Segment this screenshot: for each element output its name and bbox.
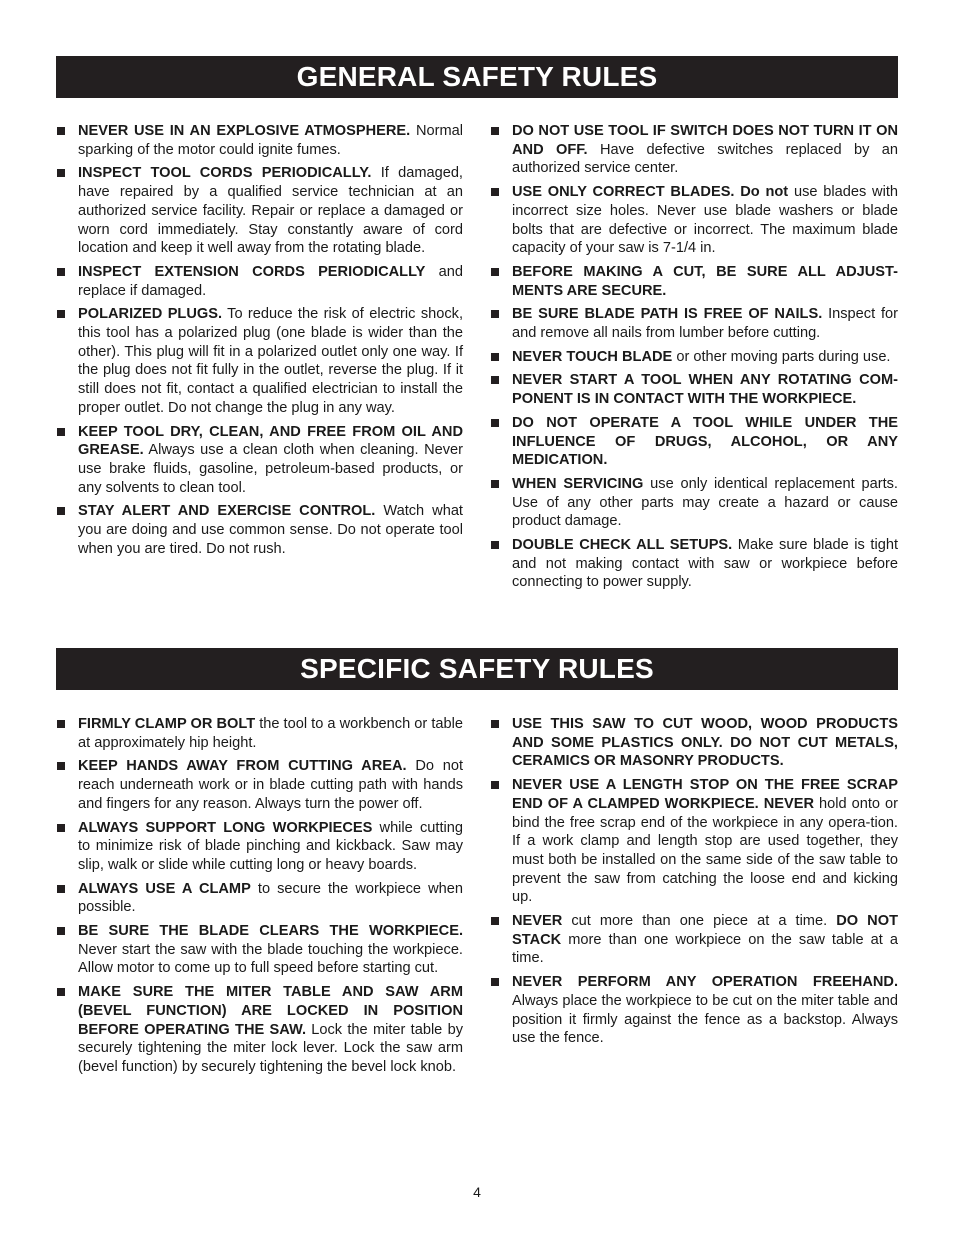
rule-text: Never start the saw with the blade touching the workpiece. Allow motor to come up to full speed before starting cut.: [78, 941, 463, 977]
square-bullet-icon: [57, 428, 65, 436]
rule-lead: NEVER: [512, 913, 563, 930]
rule-item: [490, 912, 898, 968]
square-bullet-icon: [491, 978, 499, 986]
rule-lead: USE THIS SAW TO CUT WOOD, WOOD PRODUCTS AND SOME PLASTICS ONLY. DO NOT CUT METALS, CERAMICS OR MASONRY PRODUCTS.: [512, 716, 898, 770]
square-bullet-icon: [491, 376, 499, 384]
rule-item: [490, 973, 898, 1048]
general-rules-right-column: [490, 122, 898, 597]
rule-text: Always place the workpiece to be cut on the miter table and position it firmly against the fence as a backstop. Always use the fence.: [512, 992, 898, 1047]
rule-item: [56, 715, 463, 752]
section-title: SPECIFIC SAFETY RULES: [300, 653, 654, 684]
rule-item: [490, 305, 898, 342]
rule-lead: DO NOT USE TOOL IF SWITCH DOES NOT TURN IT ON AND OFF.: [512, 123, 898, 158]
rule-text: Lock the miter table by securely tightening the miter lock lever. Lock the saw arm (bevel function) by securely tightening the bevel lock knob.: [78, 1021, 463, 1075]
rule-item: [56, 502, 463, 558]
rule-lead: ALWAYS USE A CLAMP: [78, 880, 251, 897]
rule-text: or other moving parts during use.: [672, 348, 891, 365]
rule-lead: FIRMLY CLAMP OR BOLT: [78, 716, 256, 732]
rule-lead: DOUBLE CHECK ALL SETUPS.: [512, 537, 733, 554]
rule-lead: NEVER PERFORM ANY OPERATION FREEHAND.: [512, 974, 898, 991]
rule-text: hold onto or bind the free scrap end of the workpiece in any opera-tion. If a work clamp and length stop are used together, they must both be installed on the same side of the saw table to prevent the saw from catching the loose end and kicking up.: [512, 795, 898, 906]
rule-item: [490, 183, 898, 258]
rule-text: while cutting to minimize risk of blade pinching and kickback. Saw may slip, walk or slide while cutting long or heavy boards.: [78, 819, 463, 873]
rule-lead: NEVER START A TOOL WHEN ANY ROTATING COM-PONENT IS IN CONTACT WITH THE WORKPIECE.: [512, 372, 898, 408]
rule-lead: BE SURE BLADE PATH IS FREE OF NAILS.: [512, 306, 823, 323]
rule-text: cut more than one piece at a time.: [562, 913, 837, 930]
square-bullet-icon: [57, 127, 65, 135]
rule-text: Always use a clean cloth when cleaning. Never use brake fluids, gasoline, petroleum-based products, or any solvents to clean tool.: [78, 442, 463, 496]
square-bullet-icon: [491, 917, 499, 925]
rule-text: Normal sparking of the motor could ignite fumes.: [78, 123, 463, 158]
square-bullet-icon: [491, 541, 499, 549]
page-number: 4: [473, 1184, 481, 1200]
rule-item: [56, 122, 463, 159]
rule-lead: USE ONLY CORRECT BLADES. Do not: [512, 184, 789, 201]
rule-item: [56, 757, 463, 813]
rule-item: [490, 536, 898, 592]
square-bullet-icon: [491, 419, 499, 427]
rule-text: use only identical replacement parts. Use of any other parts may create a hazard or cause product damage.: [512, 475, 898, 530]
rule-text: Watch what you are doing and use common sense. Do not operate tool when you are tired. Do not rush.: [78, 503, 463, 557]
specific-rules-left-column: [56, 715, 463, 1082]
general-safety-rules-banner: [56, 56, 898, 98]
rule-lead: POLARIZED PLUGS.: [78, 306, 223, 323]
rule-lead: NEVER USE IN AN EXPLOSIVE ATMOSPHERE.: [78, 123, 411, 139]
rule-text: more than one workpiece on the saw table at a time.: [512, 931, 898, 967]
square-bullet-icon: [491, 781, 499, 789]
specific-rules-right-column: [490, 715, 898, 1053]
square-bullet-icon: [57, 988, 65, 996]
rule-lead: KEEP HANDS AWAY FROM CUTTING AREA.: [78, 758, 407, 775]
rule-item: [56, 263, 463, 300]
square-bullet-icon: [57, 762, 65, 770]
rule-item: [56, 305, 463, 417]
rule-text: Do not reach underneath work or in blade cutting path with hands and fingers for any reason. Always turn the power off.: [78, 758, 463, 812]
rule-item: [490, 122, 898, 178]
rule-lead: NEVER USE A LENGTH STOP ON THE FREE SCRAP END OF A CLAMPED WORKPIECE. NEVER: [512, 777, 898, 812]
square-bullet-icon: [57, 169, 65, 177]
rule-lead: DO NOT OPERATE A TOOL WHILE UNDER THE INFLUENCE OF DRUGS, ALCOHOL, OR ANY MEDICATION.: [512, 414, 898, 469]
square-bullet-icon: [57, 720, 65, 728]
rule-lead: MAKE SURE THE MITER TABLE AND SAW ARM (BEVEL FUNCTION) ARE LOCKED IN POSITION BEFORE OPERATING THE SAW.: [78, 984, 463, 1038]
rule-lead: STAY ALERT AND EXERCISE CONTROL.: [78, 503, 376, 520]
square-bullet-icon: [491, 268, 499, 276]
rule-text: to secure the workpiece when possible.: [78, 880, 463, 916]
square-bullet-icon: [57, 268, 65, 276]
rule-text: To reduce the risk of electric shock, this tool has a polarized plug (one blade is wider than the other). This plug will fit in a polarized outlet only one way. If the plug does not fit fully in the outlet, reverse the plug. If it still does not fit, contact a qualified electrician to install the proper outlet. Do not change the plug in any way.: [78, 306, 463, 416]
rule-text: use blades with incorrect size holes. Never use blade washers or blade bolts that are defective or incorrect. The maximum blade capacity of your saw is 7-1/4 in.: [512, 184, 898, 257]
rule-lead: BE SURE THE BLADE CLEARS THE WORKPIECE.: [78, 923, 463, 940]
rule-text: If damaged, have repaired by a qualified service technician at an authorized service facility. Repair or replace a damaged or worn cord immediately. Stay constantly aware of cord location and keep it well away from the rotating blade.: [78, 165, 463, 257]
rule-item: [490, 371, 898, 408]
square-bullet-icon: [491, 720, 499, 728]
square-bullet-icon: [57, 824, 65, 832]
rule-lead: WHEN SERVICING: [512, 475, 644, 492]
rule-lead: INSPECT EXTENSION CORDS PERIODICALLY: [78, 263, 426, 280]
square-bullet-icon: [491, 310, 499, 318]
rule-item: [490, 776, 898, 907]
general-rules-left-column: [56, 122, 463, 563]
rule-item: [490, 715, 898, 771]
rule-item: [56, 164, 463, 258]
rule-item: [56, 983, 463, 1077]
rule-lead: INSPECT TOOL CORDS PERIODICALLY.: [78, 165, 372, 182]
rule-item: [56, 880, 463, 917]
rule-lead: BEFORE MAKING A CUT, BE SURE ALL ADJUST-MENTS ARE SECURE.: [512, 263, 898, 299]
rule-item: [490, 475, 898, 531]
square-bullet-icon: [491, 480, 499, 488]
square-bullet-icon: [57, 507, 65, 515]
section-title: GENERAL SAFETY RULES: [296, 61, 658, 92]
rule-item: [56, 922, 463, 978]
square-bullet-icon: [491, 188, 499, 196]
rule-item: [56, 423, 463, 498]
square-bullet-icon: [57, 310, 65, 318]
rule-item: [56, 819, 463, 875]
rule-item: [490, 348, 898, 367]
rule-lead: ALWAYS SUPPORT LONG WORKPIECES: [78, 819, 373, 836]
rule-lead: KEEP TOOL DRY, CLEAN, AND FREE FROM OIL AND GREASE.: [78, 423, 463, 459]
rule-item: [490, 263, 898, 300]
square-bullet-icon: [491, 127, 499, 135]
rule-text: Inspect for and remove all nails from lumber before cutting.: [512, 306, 898, 342]
square-bullet-icon: [491, 353, 499, 361]
rule-text: the tool to a workbench or table at approximately hip height.: [78, 716, 463, 751]
square-bullet-icon: [57, 885, 65, 893]
specific-safety-rules-banner: [56, 648, 898, 690]
rule-text: and replace if damaged.: [78, 263, 464, 299]
rule-lead: NEVER TOUCH BLADE: [512, 348, 673, 365]
rule-text: Have defective switches replaced by an authorized service center.: [512, 141, 898, 177]
rule-text: Make sure blade is tight and not making contact with saw or workpiece before connecting to power supply.: [512, 537, 898, 591]
rule-item: [490, 414, 898, 470]
square-bullet-icon: [57, 927, 65, 935]
rule-lead: DO NOT STACK: [512, 913, 898, 948]
